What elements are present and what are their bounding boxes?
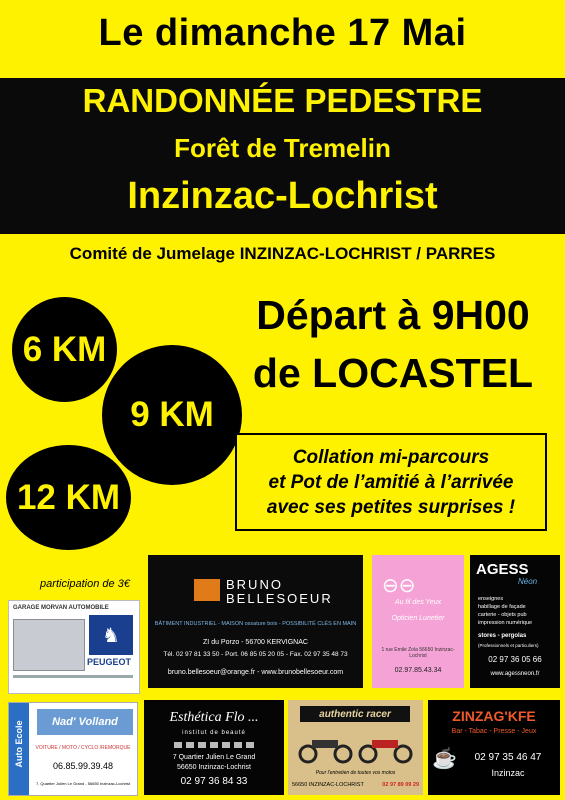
agess-service: impression numérique (478, 620, 533, 626)
bruno-address: ZI du Porzo - 56700 KERVIGNAC (203, 639, 308, 646)
peugeot-lion-icon: ♞ (89, 615, 133, 655)
agess-stores: stores - pergolas (478, 633, 527, 639)
distance-circle-12km: 12 KM (6, 445, 131, 550)
authentic-tagline: Pour l'entretien de toutes vos motos (315, 770, 396, 776)
garage-building-image (13, 619, 85, 671)
bruno-contact: bruno.bellesoeur@orange.fr - www.brunobellesoeur.com (167, 669, 344, 676)
auto-ecole-address: 7, Quartier Julien Le Grand - 56650 Inzinzac-Lochrist (35, 781, 131, 786)
agess-service: enseignes (478, 596, 504, 602)
sponsor-esthetica (144, 700, 284, 795)
event-date: Le dimanche 17 Mai (98, 12, 467, 54)
motorcycle-icon (298, 730, 353, 764)
peugeot-brand: PEUGEOT (87, 657, 132, 667)
esthetica-sub: institut de beauté (182, 730, 246, 736)
participation-fee: participation de 3€ (40, 578, 130, 590)
authentic-footer (288, 782, 423, 788)
esthetica-decoration (174, 742, 254, 748)
agess-name: AGESS (476, 561, 529, 578)
peugeot-footer-line (13, 675, 133, 678)
esthetica-address-1: 7 Quartier Julien Le Grand (172, 754, 256, 761)
zinzag-phone: 02 97 35 46 47 (474, 752, 542, 763)
auto-ecole-name: Nad' Volland (37, 709, 133, 735)
authentic-phone: 02 97 89 09 29 (382, 782, 419, 788)
bruno-phones: Tél. 02 97 81 33 50 - Port. 06 85 05 20 05 - Fax. 02 97 35 48 73 (163, 651, 348, 658)
sponsor-agess (470, 555, 560, 688)
agess-neon: Néon (518, 577, 538, 586)
optic-name: Au fil des Yeux (394, 599, 442, 606)
optic-phone: 02.97.85.43.34 (394, 667, 442, 674)
sponsor-auto-ecole (8, 702, 138, 796)
authentic-name: authentic racer (300, 706, 410, 722)
auto-ecole-types: VOITURE / MOTO / CYCLO /REMORQUE (35, 745, 131, 751)
bruno-logo-icon (194, 579, 220, 601)
sponsor-zinzag-kfe (428, 700, 560, 795)
agess-services (478, 595, 532, 627)
collation-box (235, 433, 547, 531)
authentic-address: 56650 INZINZAC-LOCHRIST (292, 782, 364, 788)
optic-subtitle: Opticien Lunetier (391, 615, 445, 622)
bruno-name-1: BRUNO (226, 577, 283, 592)
esthetica-address-2: 56650 Inzinzac-Lochrist (177, 764, 251, 771)
departure-place: de LOCASTEL (252, 350, 534, 396)
zinzag-town: Inzinzac (491, 768, 525, 778)
agess-phone: 02 97 36 05 66 (488, 655, 542, 664)
sponsor-bruno-bellesoeur (148, 555, 363, 688)
bruno-services: BÂTIMENT INDUSTRIEL - MAISON ossature bois - POSSIBILITÉ CLÉS EN MAIN (154, 621, 357, 627)
sponsor-peugeot (8, 600, 140, 694)
esthetica-name: Esthética Flo ... (169, 710, 259, 725)
auto-ecole-label: Auto Ecole (14, 720, 24, 768)
committee-line: Comité de Jumelage INZINZAC-LOCHRIST / PARRES (69, 244, 496, 263)
peugeot-garage-name: GARAGE MORVAN AUTOMOBILE (13, 605, 109, 611)
collation-line-2: et Pot de l’amitié à l’arrivée (268, 471, 514, 493)
event-title: RANDONNÉE PEDESTRE (82, 82, 483, 119)
event-town: Inzinzac-Lochrist (127, 175, 438, 217)
distance-circle-9km: 9 KM (102, 345, 242, 485)
agess-stores-note: (Professionnels et particuliers) (478, 643, 539, 648)
bruno-name-2: BELLESOEUR (226, 591, 333, 606)
collation-line-3: avec ses petites surprises ! (266, 496, 516, 518)
glasses-icon: ⊖⊖ (382, 575, 416, 597)
zinzag-services: Bar - Tabac - Presse - Jeux (451, 728, 537, 735)
agess-service: carterie - objets pub (478, 612, 527, 618)
zinzag-name: ZINZAG'KFE (452, 708, 536, 724)
event-place: Forêt de Tremelin (174, 133, 391, 163)
agess-web: www.agessneon.fr (490, 671, 540, 677)
collation-line-1: Collation mi-parcours (292, 446, 490, 468)
auto-ecole-phone: 06.85.99.39.48 (52, 761, 114, 771)
distance-circle-6km: 6 KM (12, 297, 117, 402)
esthetica-phone: 02 97 36 84 33 (180, 776, 248, 787)
coffee-cup-icon: ☕ (432, 748, 457, 770)
sponsor-authentic-racer (288, 700, 423, 795)
departure-time: Départ à 9H00 (256, 292, 530, 338)
agess-service: habillage de façade (478, 604, 526, 610)
motorcycle-icon (358, 730, 413, 764)
optic-address: 1 rue Emile Zola 56650 Inzinzac-Lochrist (381, 647, 455, 659)
sponsor-optician (372, 555, 464, 688)
